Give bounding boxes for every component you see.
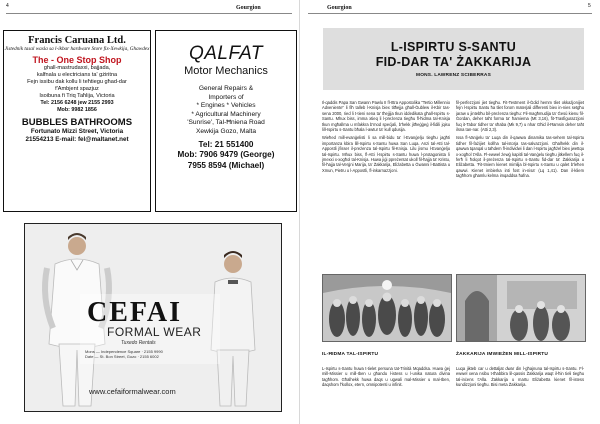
ad-qalfat-mob: 7955 8594 (Michael) bbox=[187, 160, 265, 170]
ad-qalfat-line: General Repairs & bbox=[198, 85, 254, 92]
ad-company-name: Francis Caruana Ltd. bbox=[28, 35, 126, 46]
article-paragraph: Luqa jikteb car u dettaljat dwar din l-għajnuna tal-Ispirtu s-Santu. Fl-ewwel xena nsibu t-tħabbira lil-qassis Żakkarija waqt il-ħin tieli tiegħu tal-inċens t'Alla. Żakkarija u martu Eliżabetta kienet fil-istess kundizzjoni tiegħu. Bisi meta Żakkarija. bbox=[456, 366, 584, 388]
article-column-3 bbox=[322, 366, 450, 416]
ad-qalfat-line: 'Sunrise', Tal-Ħniena Road bbox=[187, 119, 265, 127]
cefai-website[interactable]: www.cefaiformalwear.com bbox=[89, 387, 176, 396]
article-paragraph: fil-perfezzjoni jiet tiegħu. Fit-Testment il-Ġdid hemm tliet okkażjonijiet fejn l-Ispirtu Santu ħa tliet forom materjali differenti biex in-nies setgħu jaraw u jintebħu bil-preżenza tiegħu: Fil-magħmudija ta' Ġesù kienu fil-Ġordan, deher taħt forma ta' ħamiema (Mt 3,16), fit-Trasfigurazzjoni fuq it-Tabor tidher ta' sħaba (Mk 9,7) u nhar Għid il-Ħamsin deher taħt ilsna tan-nar. (Atti 2,3). bbox=[456, 100, 584, 133]
ad-francis-caruana bbox=[3, 30, 151, 212]
article-title-line2: FID-DAR TA' ŻAKKARIJA bbox=[375, 55, 532, 69]
article-column-1 bbox=[322, 100, 450, 270]
ad-qalfat-line: * Agricultural Machinery bbox=[191, 110, 261, 118]
engraving-icon bbox=[457, 275, 585, 341]
magazine-logo-left: Gourgion bbox=[236, 5, 261, 11]
ad-qalfat-line: Importers of bbox=[208, 93, 244, 101]
ad-address-2: Fortunato Mizzi Street, Victoria bbox=[30, 128, 124, 135]
zechariah-engraving-image bbox=[456, 274, 586, 342]
header-rule-right bbox=[308, 13, 592, 14]
cefai-location: Date — St. Bon Street, Gozo · 2155 6002 bbox=[85, 354, 159, 359]
engraving-icon bbox=[323, 275, 451, 341]
article-paragraph: L-Ispirtu s-Santu huwa t-tielet persuna tat-Trinità Mqaddsa. Huwa ġej mill-Missier u mill-Iben u għandu l-istess u l-unika natura divina tagħhom. Għalhekk huwa daqs u ugwali mal-Missier u mal-Iben, daqshom f'kollox, etern, omnipotenti u infinit. bbox=[322, 366, 450, 388]
ad-qalfat-subtitle: Motor Mechanics bbox=[184, 65, 268, 77]
cefai-location: Mons — Independence Square · 2155 9990 bbox=[85, 349, 163, 354]
cefai-subtitle: FORMAL WEAR bbox=[107, 325, 202, 339]
article-paragraph: Wieħed mill-evanġelisti li sa mill-bidu ta' l-Evanġelju tiegħu jagħti importanza kbira lill-Ispirtu s-Santu huwa San Luqa. Anzi tal-Atti tal-Appostli jfisser il-preżenza tal-Ispirtu fil-Knisja. Lilu jismu l-Evanġelju tal-Ispirtu. Mhux biss, fl-Atti l-Ispirtu s-Santu huwa l-protagonista li jmexxi x-xogħol tal-Knisja. Huwa jiġi ppreżentat ukoll fil-ħajja ta' Kristu, fil-ħajja tal-Verġni Marija, ta' Żakkarija, Eliżabetta u Ġwanni l-Battista u Xmun, Pietru u l-Appostli, fl-inkarnazzjoni. bbox=[322, 135, 450, 173]
ad-qalfat-line: * Engines * Vehicles bbox=[196, 102, 256, 110]
ad-goods-line: kalfnala u electricians ta' gżiritna bbox=[36, 72, 118, 78]
ad-qalfat-mob: Mob: 7906 9479 (George) bbox=[177, 150, 275, 160]
ad-phone-email: 21554213 E-mail: fel@maltanet.net bbox=[25, 136, 129, 143]
article-title-band bbox=[323, 28, 584, 90]
ad-qalfat bbox=[155, 30, 297, 212]
ad-shop-name: The - One Stop Shop bbox=[32, 55, 122, 65]
article-byline: MONS. LAWRENZ SCIBERRAS bbox=[416, 73, 491, 78]
article-title-line1: L-ISPIRTU S-SANTU bbox=[390, 40, 517, 54]
ad-address: Isoibuna fi Triq Taħlija, Victoria bbox=[39, 93, 115, 99]
cefai-brand: CEFAI bbox=[87, 297, 183, 328]
magazine-logo-right: Gourgion bbox=[327, 5, 352, 11]
header-rule-left bbox=[6, 13, 292, 14]
ad-telephone: Tel: 2156 6248 jew 2155 2993 bbox=[40, 100, 114, 106]
page-number-right: 5 bbox=[588, 3, 591, 9]
ad-goods-line: Fejn issibu dak kollu li teħtiegu għad-dar bbox=[27, 79, 127, 85]
article-paragraph: Issa fl-Vanġelu ta' Luqa din il-qawwa dinamika tas-sehem tal-Ispirtu tidher fil-fażijiet kollha tal-istorja tas-salvazzjoni. Għalhekk din il-qawwa tqanqal u taħdem fl-individwi li dan l-Ispirtu jagħżel biex jwettqu x-xogħol t'Alla. Fl-ewwel żewġ kapitli tal-Vanġelu tiegħu jitkellem fuq il-ferħ li ħolqot il-preżenza tal-Ispirtu s-Santu fid-dar ta' Żakkarija u Eliżabetta. 'Fit-tmiem kienet mimlija bl-Ispirtu s-Santu u qalet b'leħen qawwi. Kienet imbierka inti fost in-nisa' (Lq 1,41). Dan il-kliem tagħhom għamlu kelma imqaddsa ħafna. bbox=[456, 135, 584, 179]
article-paragraph: Il-qaddis Papa San Gwann Pawlu II fl-Ittra Appostolika "Tertio Millennio Adveniente" li fiħ talleb l-Knisja biex titħejja għall-Ġublew il-Kbir tas-sena 2000, ried li t-tieni sena ta' tħejjija tkun iddedikata għall-Ispirtu s-Santu. Mhux biss, imma xtieq li l-preżenza tiegħu fl-ħidma tal-Knisja tkun mgħallma u mfakkra b'mod speċjali, b'hekk jitħeġġeġ il-fidili jqisu lill-Ispirtu s-Santu bħala l-awtur ta' kull qdusija. bbox=[322, 100, 450, 133]
photo-caption-2: ŻAKKARIJA IMWIEŻEN MILL-ISPIRTU bbox=[456, 352, 549, 357]
ad-tagline: Jistednik tasal wasla sa l-ikbar hardware Store fix-Xewkija, Ghawdex bbox=[4, 46, 150, 52]
pentecost-engraving-image bbox=[322, 274, 452, 342]
article-column-4 bbox=[456, 366, 584, 416]
photo-caption-1: IL-ĦIDMA TAL-ISPIRTU bbox=[322, 352, 379, 357]
ad-qalfat-tel: Tel: 21 551400 bbox=[198, 139, 254, 149]
ad-qalfat-brand: QALFAT bbox=[188, 43, 264, 64]
ad-mobile: Mob: 9982 1856 bbox=[57, 107, 97, 113]
ad-cefai-formal-wear bbox=[24, 223, 282, 412]
page-number-left: 4 bbox=[6, 3, 9, 9]
ad-qalfat-line: Xewkija Gozo, Malta bbox=[195, 127, 257, 135]
cefai-tagline: Tuxedo Rentals bbox=[121, 340, 156, 346]
article-column-2 bbox=[456, 100, 584, 270]
ad-goods-line: f'Ambjent spazjuz bbox=[55, 86, 99, 92]
ad-goods-line: ghall-mastrudaxxi, bajjada, bbox=[43, 65, 111, 71]
ad-bathrooms-brand: BUBBLES BATHROOMS bbox=[21, 117, 133, 128]
